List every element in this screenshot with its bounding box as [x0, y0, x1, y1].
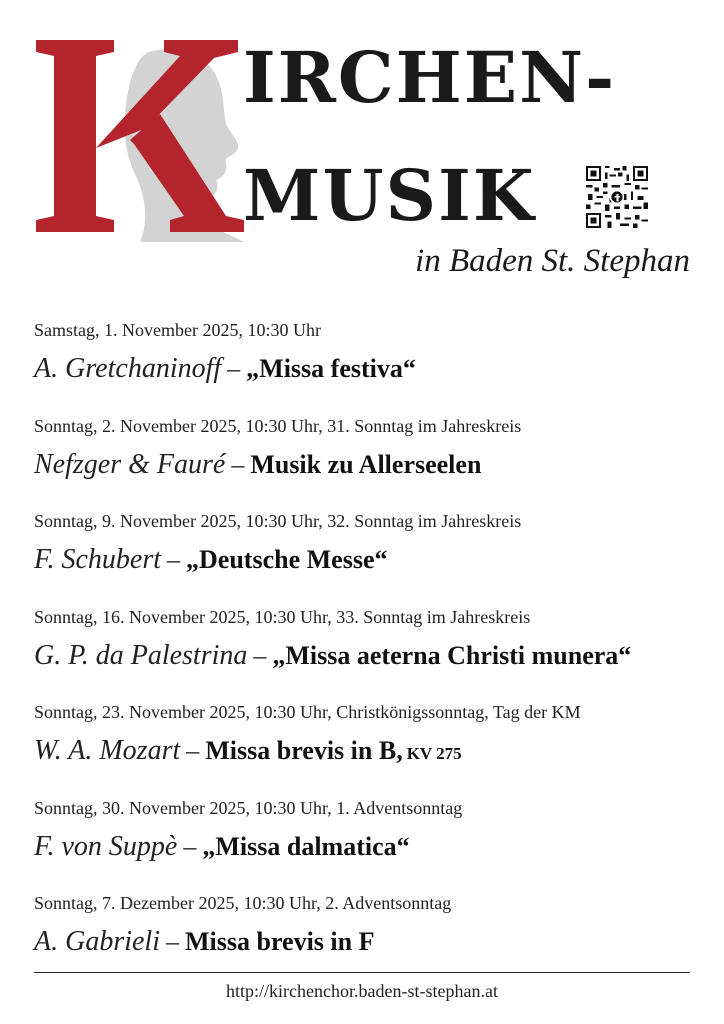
event-dash: – — [166, 927, 179, 956]
event-title — [34, 925, 694, 962]
event-dash: – — [227, 354, 241, 383]
event-date: Sonntag, 9. November 2025, 10:30 Uhr, 32. Sonntag im Jahreskreis — [34, 511, 522, 531]
event-composer: Nefzger & Fauré — [34, 448, 226, 480]
event-title — [34, 639, 694, 676]
footer-divider — [34, 972, 690, 973]
event-item — [34, 509, 694, 603]
event-composer: A. Gretchaninoff — [34, 353, 222, 384]
event-work: „Missa festiva“ — [246, 354, 416, 383]
event-dash: – — [186, 736, 200, 765]
event-composer: F. Schubert — [34, 544, 162, 575]
event-title — [34, 830, 694, 867]
event-date: Sonntag, 7. Dezember 2025, 10:30 Uhr, 2. Adventsonntag — [34, 893, 452, 913]
event-work: Missa brevis in B, — [205, 736, 403, 765]
qr-code-icon[interactable] — [586, 166, 648, 228]
logo-initial — [30, 32, 250, 242]
footer-website-link[interactable]: http://kirchenchor.baden-st-stephan.at — [226, 981, 498, 1001]
event-title — [34, 448, 694, 485]
event-date: Sonntag, 30. November 2025, 10:30 Uhr, 1. Adventsonntag — [34, 797, 463, 818]
event-composer: W. A. Mozart — [34, 735, 181, 766]
event-date: Samstag, 1. November 2025, 10:30 Uhr — [34, 320, 321, 340]
subtitle: in Baden St. Stephan — [415, 243, 690, 279]
poster-header — [0, 0, 724, 300]
event-composer: A. Gabrieli — [34, 926, 160, 957]
event-dash: – — [253, 640, 267, 670]
event-work: Missa brevis in F — [185, 927, 375, 956]
event-item — [34, 605, 694, 699]
event-composer: G. P. da Palestrina — [34, 639, 248, 671]
event-date: Sonntag, 2. November 2025, 10:30 Uhr, 31. Sonntag im Jahreskreis — [34, 415, 522, 436]
event-item — [34, 796, 694, 890]
event-work-catalogue-number: KV 275 — [406, 744, 462, 763]
composer-silhouette-logo — [30, 32, 250, 242]
title-line-1: IRCHEN- — [243, 36, 617, 119]
event-date: Sonntag, 16. November 2025, 10:30 Uhr, 33. Sonntag im Jahreskreis — [34, 606, 531, 627]
event-work: „Missa dalmatica“ — [202, 831, 410, 861]
event-dash: – — [183, 831, 197, 861]
event-title — [34, 734, 694, 771]
title-line-2: MUSIK — [243, 154, 536, 237]
event-dash: – — [231, 449, 245, 479]
event-item — [34, 414, 694, 508]
event-title — [34, 543, 694, 580]
event-work: Musik zu Allerseelen — [250, 449, 482, 479]
event-dash: – — [167, 545, 181, 574]
event-work: „Missa aeterna Christi munera“ — [272, 640, 632, 670]
event-item — [34, 318, 694, 412]
event-title — [34, 352, 694, 389]
event-work: „Deutsche Messe“ — [186, 545, 388, 574]
event-list — [34, 316, 694, 985]
event-item — [34, 700, 694, 794]
event-date: Sonntag, 23. November 2025, 10:30 Uhr, Christkönigssonntag, Tag der KM — [34, 702, 581, 722]
event-item — [34, 891, 694, 985]
event-composer: F. von Suppè — [34, 830, 178, 862]
